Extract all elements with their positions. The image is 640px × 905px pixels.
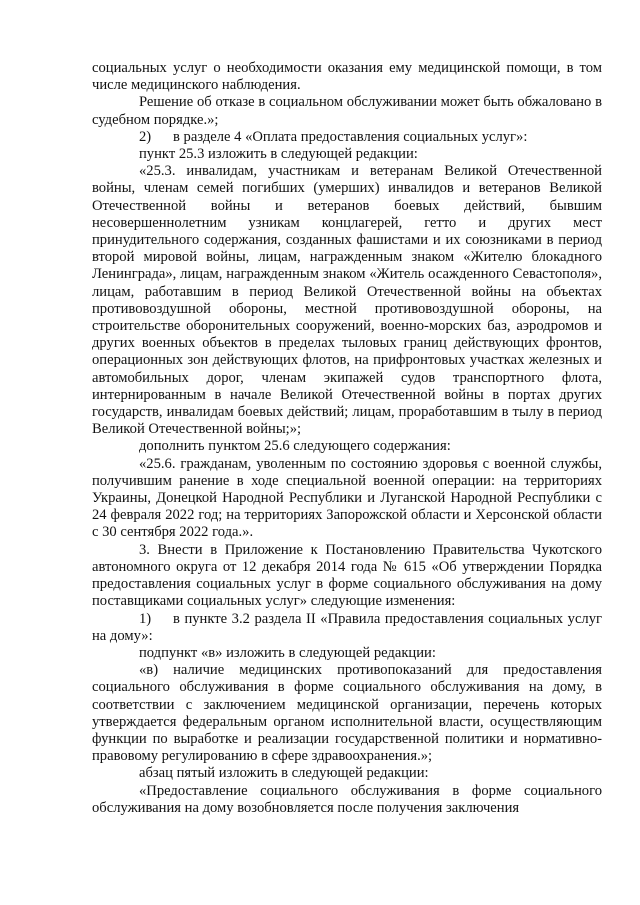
paragraph: «Предоставление социального обслуживания в форме социального обслуживания на дому возобновляется после получения заключения: [92, 782, 602, 816]
paragraph-text: в разделе 4 «Оплата предоставления социальных услуг»:: [173, 128, 528, 145]
paragraph: «25.6. гражданам, уволенным по состоянию здоровья с военной службы, получившим ранение в ходе специальной военной операции: на территориях Украины, Донецкой Народной Республики и Луганской Народной Республики с 24 февраля 2022 год; на территориях Запорожской области и Херсонской области с 30 сентября 2022 года.».: [92, 455, 602, 541]
paragraph: абзац пятый изложить в следующей редакции:: [139, 765, 429, 782]
paragraph: 3. Внести в Приложение к Постановлению Правительства Чукотского автономного округа от 12 декабря 2014 года № 615 «Об утверждении Порядка предоставления социальных услуг в форме социального обслуживания на дому поставщиками социальных услуг» следующие изменения:: [92, 541, 602, 610]
paragraph: «25.3. инвалидам, участникам и ветеранам Великой Отечественной войны, членам семей погибших (умерших) инвалидов и ветеранов Великой Отечественной войны и ветеранов боевых действий, бывшим несовершеннолетним узникам концлагерей, гетто и других мест принудительного содержания, созданных фашистами и их союзниками в период второй мировой войны, лицам, награжденным знаком «Жителю блокадного Ленинграда», лицам, награжденным знаком «Житель осажденного Севастополя», лицам, работавшим в период Великой Отечественной войны на объектах противовоздушной обороны, местной противовоздушной обороны, на строительстве оборонительных сооружений, военно-морских баз, аэродромов и других военных объектов в пределах тыловых границ действующих фронтов, операционных зон действующих флотов, на прифронтовых участках железных и автомобильных дорог, членам экипажей судов транспортного флота, интернированным в начале Великой Отечественной войны в портах других государств, инвалидам боевых действий; лицам, проработавшим в тылу в период Великой Отечественной войны;»;: [92, 163, 602, 438]
list-marker: 2): [139, 128, 152, 145]
paragraph: «в) наличие медицинских противопоказаний для предоставления социального обслуживания в форме социального обслуживания на дому, в соответствии с заключением медицинской организации, перечень которых утверждается федеральным органом исполнительной власти, осуществляющим функции по выработке и реализации государственной политики и нормативно-правовому регулированию в сфере здравоохранения.»;: [92, 662, 602, 765]
document-page: [92, 60, 602, 817]
numbered-paragraph: [92, 129, 602, 146]
list-marker: 1): [139, 610, 152, 627]
numbered-paragraph: [92, 611, 602, 645]
paragraph: Решение об отказе в социальном обслуживании может быть обжаловано в судебном порядке.»;: [92, 94, 602, 128]
paragraph: дополнить пунктом 25.6 следующего содержания:: [139, 438, 451, 455]
paragraph-text: в пункте 3.2 раздела II «Правила предоставления социальных услуг на дому»:: [92, 610, 602, 644]
paragraph: подпункт «в» изложить в следующей редакции:: [139, 644, 436, 661]
paragraph: пункт 25.3 изложить в следующей редакции:: [139, 146, 418, 163]
paragraph: социальных услуг о необходимости оказания ему медицинской помощи, в том числе медицинского наблюдения.: [92, 60, 602, 94]
